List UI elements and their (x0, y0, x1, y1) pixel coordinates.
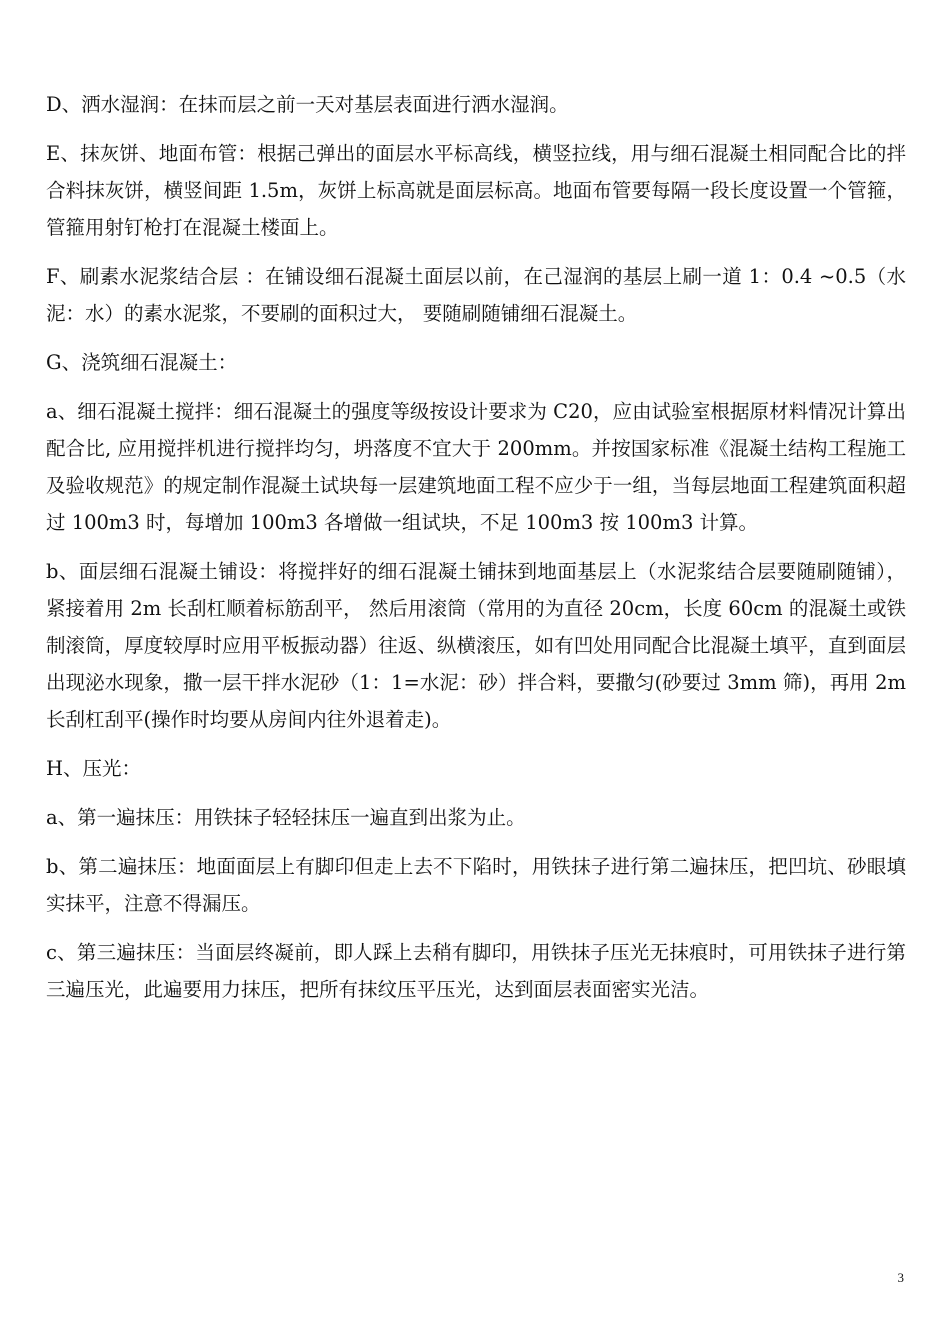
paragraph-e-screed-pads: E、抹灰饼、地面布管：根据己弹出的面层水平标高线，横竖拉线，用与细石混凝土相同配合比的拌合料抹灰饼，横竖间距 1.5m，灰饼上标高就是面层标高。地面布管要每隔一段长度设置一个管箍，管箍用射钉枪打在混凝土楼面上。 (46, 142, 906, 239)
paragraph-g-a-mixing: a、细石混凝土搅拌：细石混凝土的强度等级按设计要求为 C20，应由试验室根据原材料情况计算出配合比, 应用搅拌机进行搅拌均匀，坍落度不宜大于 200mm。并按国家标准《混凝土结构工程施工及验收规范》的规定制作混凝土试块每一层建筑地面工程不应少于一组，当每层地面工程建筑面积超过 100m3 时，每增加 100m3 各增做一组试块，不足 100m3 按 100m3 计算。 (46, 400, 906, 534)
heading-g-pour-concrete: G、浇筑细石混凝土： (46, 351, 238, 374)
heading-h-troweling: H、压光： (46, 757, 142, 780)
paragraph-h-a-first-pass: a、第一遍抹压：用铁抹子轻轻抹压一遍直到出浆为止。 (46, 806, 526, 829)
paragraph-g-b-laying: b、面层细石混凝土铺设：将搅拌好的细石混凝土铺抹到地面基层上（水泥浆结合层要随刷随铺），紧接着用 2m 长刮杠顺着标筋刮平， 然后用滚筒（常用的为直径 20cm，长度 60cm 的混凝土或铁制滚筒，厚度较厚时应用平板振动器）往返、纵横滚压，如有凹处用同配合比混凝土填平，直到面层出现泌水现象，撒一层干拌水泥砂（1：1=水泥：砂）拌合料，要撒匀(砂要过 3mm 筛)，再用 2m 长刮杠刮平(操作时均要从房间内往外退着走)。 (46, 560, 906, 731)
paragraph-h-c-third-pass: c、第三遍抹压：当面层终凝前，即人踩上去稍有脚印，用铁抹子压光无抹痕时，可用铁抹子进行第三遍压光，此遍要用力抹压，把所有抹纹压平压光，达到面层表面密实光洁。 (46, 941, 906, 1001)
body-text (46, 86, 906, 1020)
paragraph-h-b-second-pass: b、第二遍抹压：地面面层上有脚印但走上去不下陷时，用铁抹子进行第二遍抹压，把凹坑、砂眼填实抹平，注意不得漏压。 (46, 855, 906, 915)
paragraph-f-cement-slurry: F、刷素水泥浆结合层 ：在铺设细石混凝土面层以前，在己湿润的基层上刷一道 1：0.4 ~0.5（水泥：水）的素水泥浆，不要刷的面积过大， 要随刷随铺细石混凝土。 (46, 265, 906, 325)
paragraph-d-sprinkle: D、洒水湿润：在抹而层之前一天对基层表面进行洒水湿润。 (46, 93, 569, 116)
page-number: 3 (897, 1270, 904, 1285)
